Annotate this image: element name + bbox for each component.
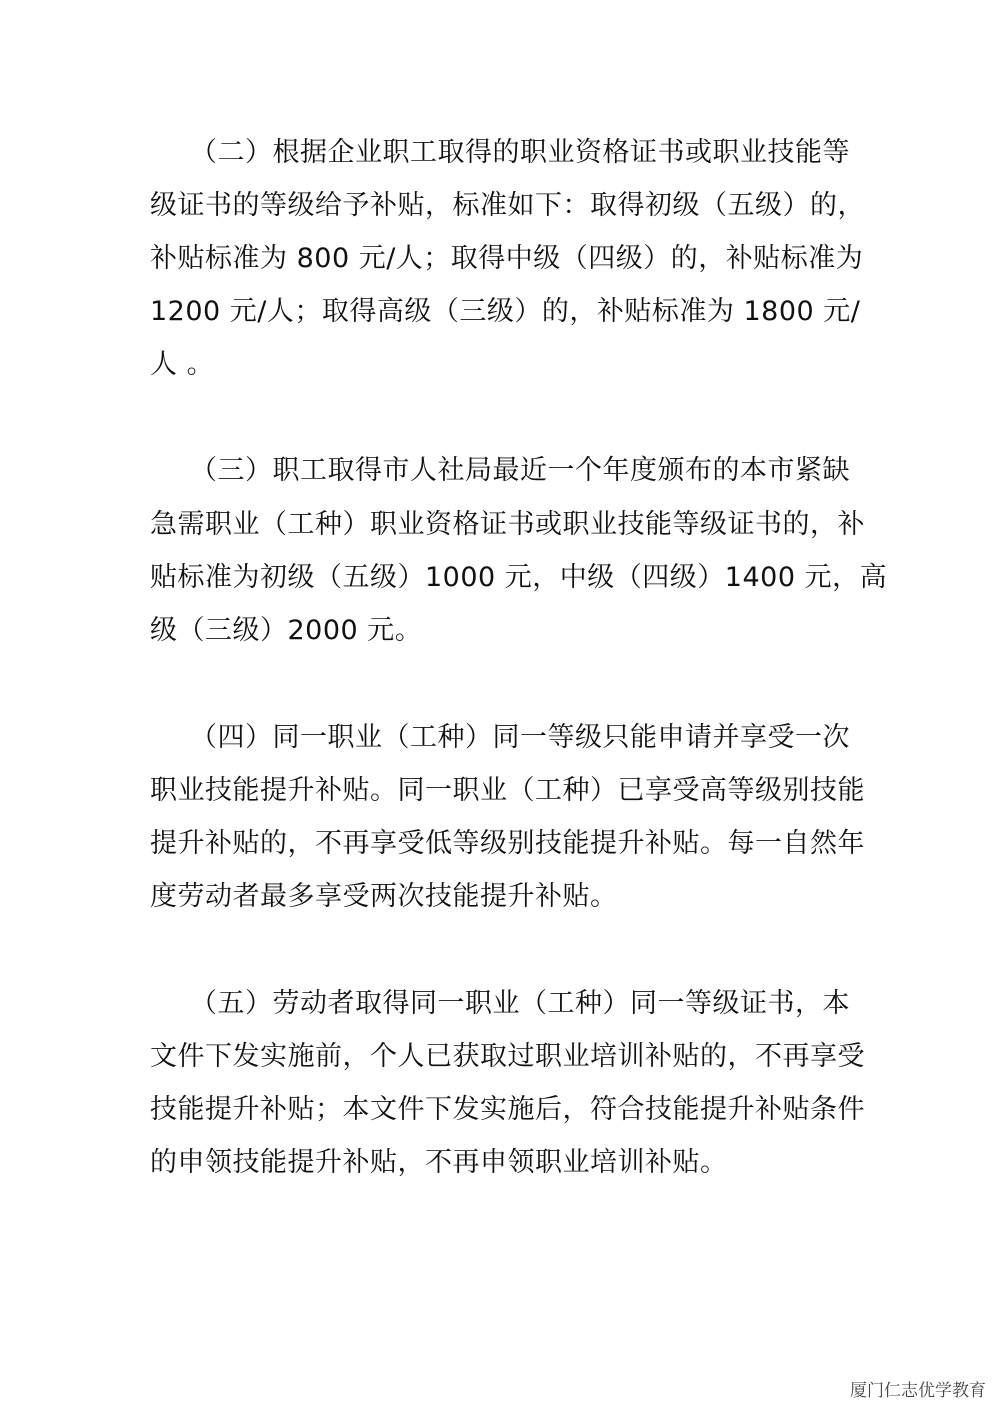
paragraph-4-line-1: （五）劳动者取得同一职业（工种）同一等级证书，本 [190, 988, 850, 1019]
paragraph-3-line-3: 提升补贴的，不再享受低等级别技能提升补贴。每一自然年 [150, 828, 865, 859]
paragraph-3-line-4: 度劳动者最多享受两次技能提升补贴。 [150, 881, 618, 912]
paragraph-4-line-4: 的申领技能提升补贴，不再申领职业培训补贴。 [150, 1147, 728, 1178]
paragraph-1-line-5: 人 。 [150, 349, 215, 380]
paragraph-3-line-2: 职业技能提升补贴。同一职业（工种）已享受高等级别技能 [150, 775, 865, 806]
paragraph-1-line-3: 补贴标准为 800 元/人；取得中级（四级）的，补贴标准为 [150, 243, 864, 274]
paragraph-1-line-2: 级证书的等级给予补贴，标准如下：取得初级（五级）的， [150, 190, 865, 221]
paragraph-1-line-1: （二）根据企业职工取得的职业资格证书或职业技能等 [190, 137, 850, 168]
paragraph-4-line-2: 文件下发实施前，个人已获取过职业培训补贴的，不再享受 [150, 1041, 865, 1072]
paragraph-2-line-1: （三）职工取得市人社局最近一个年度颁布的本市紧缺 [190, 455, 850, 486]
watermark-text: 厦门仁志优学教育 [850, 1381, 986, 1401]
paragraph-1-line-4: 1200 元/人；取得高级（三级）的，补贴标准为 1800 元/ [150, 296, 861, 327]
paragraph-2-line-4: 级（三级）2000 元。 [150, 615, 423, 646]
paragraph-3-line-1: （四）同一职业（工种）同一等级只能申请并享受一次 [190, 722, 850, 753]
paragraph-2-line-2: 急需职业（工种）职业资格证书或职业技能等级证书的，补 [150, 509, 865, 540]
paragraph-4-line-3: 技能提升补贴；本文件下发实施后，符合技能提升补贴条件 [150, 1094, 865, 1125]
paragraph-2-line-3: 贴标准为初级（五级）1000 元，中级（四级）1400 元，高 [150, 562, 888, 593]
